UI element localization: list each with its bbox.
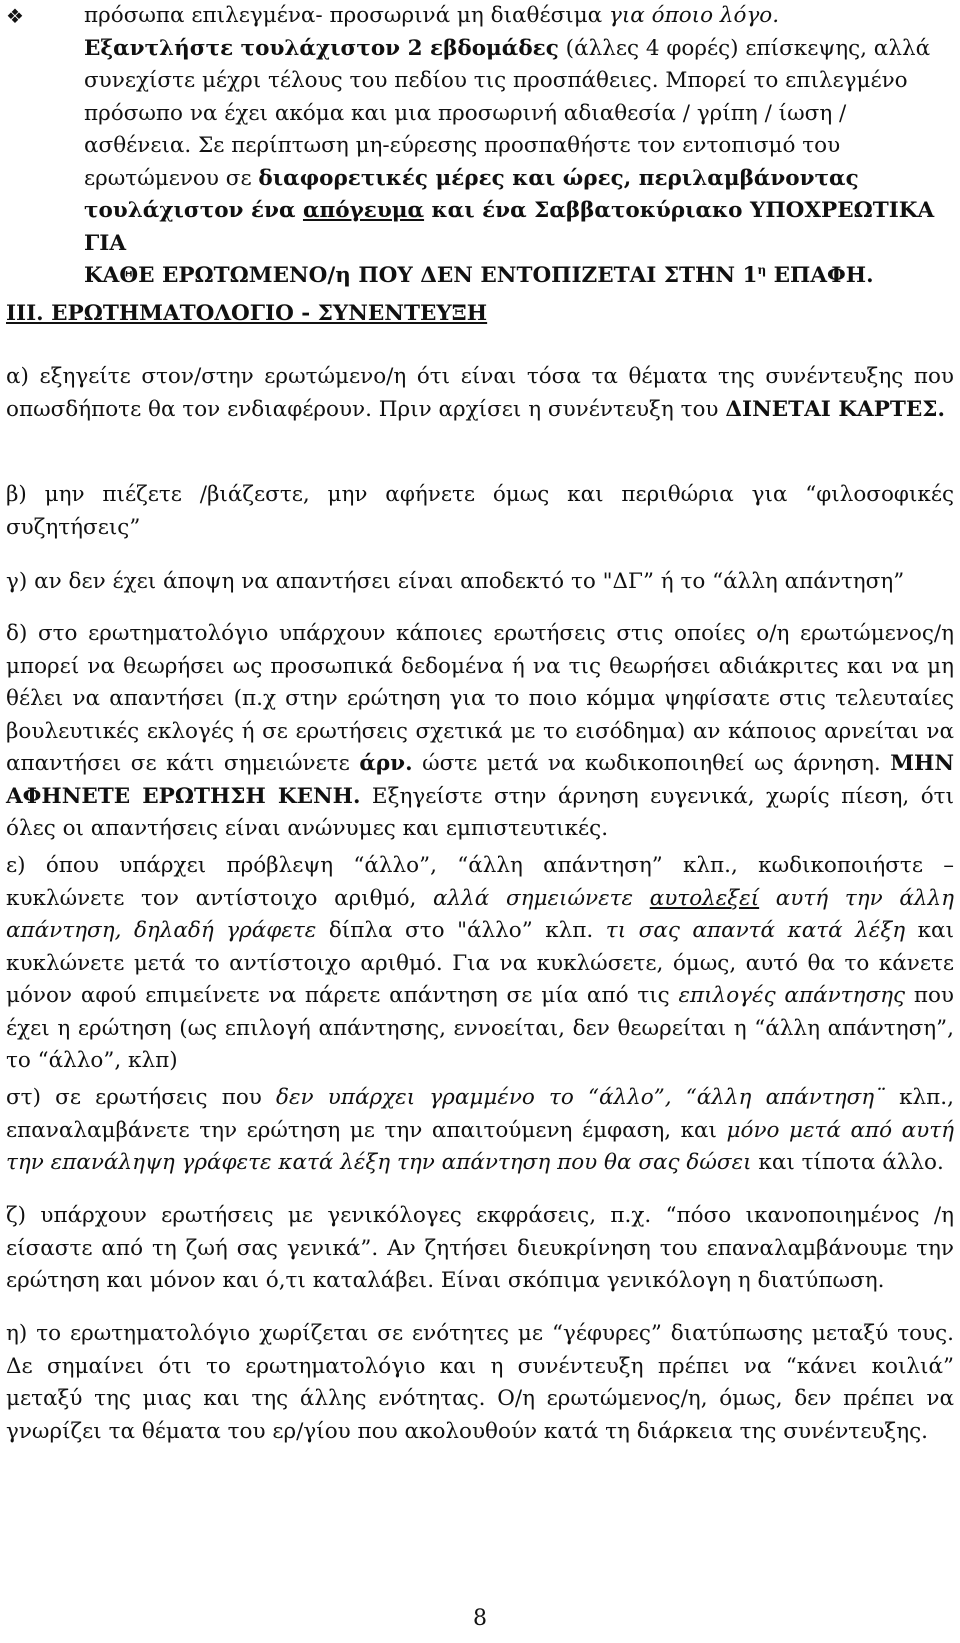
paragraph-d: [6, 618, 954, 846]
paragraph-z: ζ) υπάρχουν ερωτήσεις με γενικόλογες εκφράσεις, π.χ. “πόσο ικανοποιημένος /η είσαστε από τη ζωή σας γενικά”. Αν ζητήσει διευκρίνηση του επαναλαμβάνουμε την ερώτηση και μόνον και ό,τι καταλάβει. Είναι σκόπιμα γενικόλογη η διατύπωση.: [6, 1203, 954, 1293]
paragraph-italic-text: αυτή την άλλη απάντηση, δηλαδή γράφετε: [6, 885, 954, 943]
bullet-bold-text: και ένα Σαββατοκύριακο ΥΠΟΧΡΕΩΤΙΚΑ ΓΙΑ: [84, 198, 935, 256]
paragraph-text: κλπ., επαναλαμβάνετε την ερώτηση με την απαιτούμενη έμφαση, και: [6, 1085, 954, 1143]
paragraph-e: [6, 850, 954, 1078]
paragraph-h: η) το ερωτηματολόγιο χωρίζεται σε ενότητες με “γέφυρες” διατύπωσης μεταξύ τους. Δε σημαίνει ότι το ερωτηματολόγιο και η συνέντευξη πρέπει να “κάνει κοιλιά” μεταξύ της μιας και της άλλης ενότητας. Ο/η ερωτώμενος/η, όμως, δεν πρέπει να γνωρίζει τα θέματα του ερ/γίου που ακολουθούν κατά τη διάρκεια της συνέντευξης.: [6, 1321, 954, 1444]
bullet-line-7: [84, 195, 954, 260]
paragraph-italic-text: δεν υπάρχει γραμμένο το “άλλο”, “άλλη απάντηση¨: [276, 1085, 885, 1110]
paragraph-text: στ) σε ερωτήσεις που: [6, 1085, 277, 1110]
paragraph-text: που έχει η ερώτηση (ως επιλογή απάντησης, εννοείται, δεν θεωρείται η “άλλη απάντηση”, το “άλλο”, κλπ): [6, 983, 955, 1073]
paragraph-b: β) μην πιέζετε /βιάζεστε, μην αφήνετε όμως και περιθώρια για “φιλοσοφικές συζητήσεις”: [6, 482, 954, 540]
bullet-line-2: [84, 33, 954, 66]
paragraph-bold-text: ΜΗΝ ΑΦΗΝΕΤΕ ΕΡΩΤΗΣΗ ΚΕΝΗ.: [6, 751, 955, 809]
bullet-block: [84, 0, 954, 293]
paragraph-st: [6, 1082, 954, 1180]
bullet-text: (άλλες 4 φορές) επίσκεψης, αλλά: [558, 35, 931, 61]
paragraph-italic-underlined-text: αυτολεξεί: [649, 885, 760, 911]
bullet-line-6: [84, 163, 954, 196]
bullet-line-1: [84, 0, 954, 33]
bullet-italic-text: για όποιο λόγο.: [609, 3, 780, 28]
section-heading: III. ΕΡΩΤΗΜΑΤΟΛΟΓΙΟ - ΣΥΝΕΝΤΕΥΞΗ: [6, 301, 488, 326]
bullet-line-3: συνεχίστε μέχρι τέλους του πεδίου τις προσπάθειες. Μπορεί το επιλεγμένο: [84, 68, 908, 93]
paragraph-bold-text: άρν.: [359, 751, 413, 776]
bullet-line-4: πρόσωπο να έχει ακόμα και μια προσωρινή αδιαθεσία / γρίπη / ίωση /: [84, 100, 847, 126]
paragraph-italic-text: επιλογές απάντησης: [678, 983, 906, 1008]
bullet-bold-text: ΚΑΘΕ ΕΡΩΤΩΜΕΝΟ/η ΠΟΥ ΔΕΝ ΕΝΤΟΠΙΖΕΤΑΙ ΣΤΗΝ 1: [84, 263, 758, 288]
bullet-text: ερωτώμενου σε: [84, 165, 259, 191]
bullet-bold-text: Εξαντλήστε τουλάχιστον 2 εβδομάδες: [84, 35, 559, 61]
diamond-bullet-icon: ❖: [6, 4, 24, 28]
paragraph-text: δ) στο ερωτηματολόγιο υπάρχουν κάποιες ερωτήσεις στις οποίες ο/η ερωτώμενος/η μπορεί να θεωρήσει ως προσωπικά δεδομένα ή να τις θεωρήσει αδιάκριτες και να μη θέλει να απαντήσει (π.χ στην ερώτηση για το ποιο κόμμα ψηφίσατε στις τελευταίες βουλευτικές εκλογές ή σε ερωτήσεις σχετικά με το εισόδημα) αν κάποιος αρνείται να απαντήσει σε κάτι σημειώνετε: [6, 621, 954, 776]
paragraph-text: δίπλα στο "άλλο” κλπ.: [316, 918, 606, 943]
bullet-bold-text: ΕΠΑΦΗ.: [766, 263, 874, 288]
bullet-line-5: ασθένεια. Σε περίπτωση μη-εύρεσης προσπαθήστε τον εντοπισμό του: [84, 133, 841, 158]
paragraph-c: γ) αν δεν έχει άποψη να απαντήσει είναι αποδεκτό το "ΔΓ” ή το “άλλη απάντηση”: [6, 569, 905, 594]
paragraph-bold-text: ΔΙΝΕΤΑΙ ΚΑΡΤΕΣ.: [725, 396, 945, 422]
paragraph-italic-text: αλλά σημειώνετε: [433, 885, 650, 911]
paragraph-a: [6, 361, 954, 426]
paragraph-text: ώστε μετά να κωδικοποιηθεί ως άρνηση.: [412, 751, 891, 776]
paragraph-italic-text: μόνο μετά από αυτή την επανάληψη γράφετε κατά λέξη την απάντηση που θα σας δώσει: [6, 1117, 954, 1175]
bullet-line-8: [84, 260, 954, 293]
bullet-bold-text: διαφορετικές μέρες και ώρες, περιλαμβάνοντας: [258, 165, 859, 191]
paragraph-text: α) εξηγείτε στον/στην ερωτώμενο/η ότι είναι τόσα τα θέματα της συνέντευξης που οπωσδήποτε θα τον ενδιαφέρουν. Πριν αρχίσει η συνέντευξη του: [6, 364, 954, 422]
bullet-text: πρόσωπα επιλεγμένα- προσωρινά μη διαθέσιμα: [84, 3, 610, 28]
paragraph-text: και κυκλώνετε μετά το αντίστοιχο αριθμό. Για να κυκλώσετε, όμως, αυτό θα το κάνετε μόνον αφού επιμείνετε να πάρετε απάντηση σε μία από τις: [6, 918, 955, 1008]
superscript: η: [757, 262, 767, 277]
paragraph-text: ε) όπου υπάρχει πρόβλεψη “άλλο”, “άλλη απάντηση” κλπ., κωδικοποιήστε – κυκλώνετε τον αντίστοιχο αριθμό,: [6, 853, 954, 911]
bullet-bold-text: τουλάχιστον ένα: [84, 198, 303, 223]
paragraph-text: Εξηγείστε στην άρνηση ευγενικά, χωρίς πίεση, ότι όλες οι απαντήσεις είναι ανώνυμες και εμπιστευτικές.: [6, 783, 955, 841]
paragraph-text: και τίποτα άλλο.: [751, 1150, 944, 1175]
paragraph-italic-text: τι σας απαντά κατά λέξη: [605, 918, 906, 943]
page-number: 8: [473, 1606, 487, 1631]
bullet-underlined-text: απόγευμα: [302, 198, 425, 223]
